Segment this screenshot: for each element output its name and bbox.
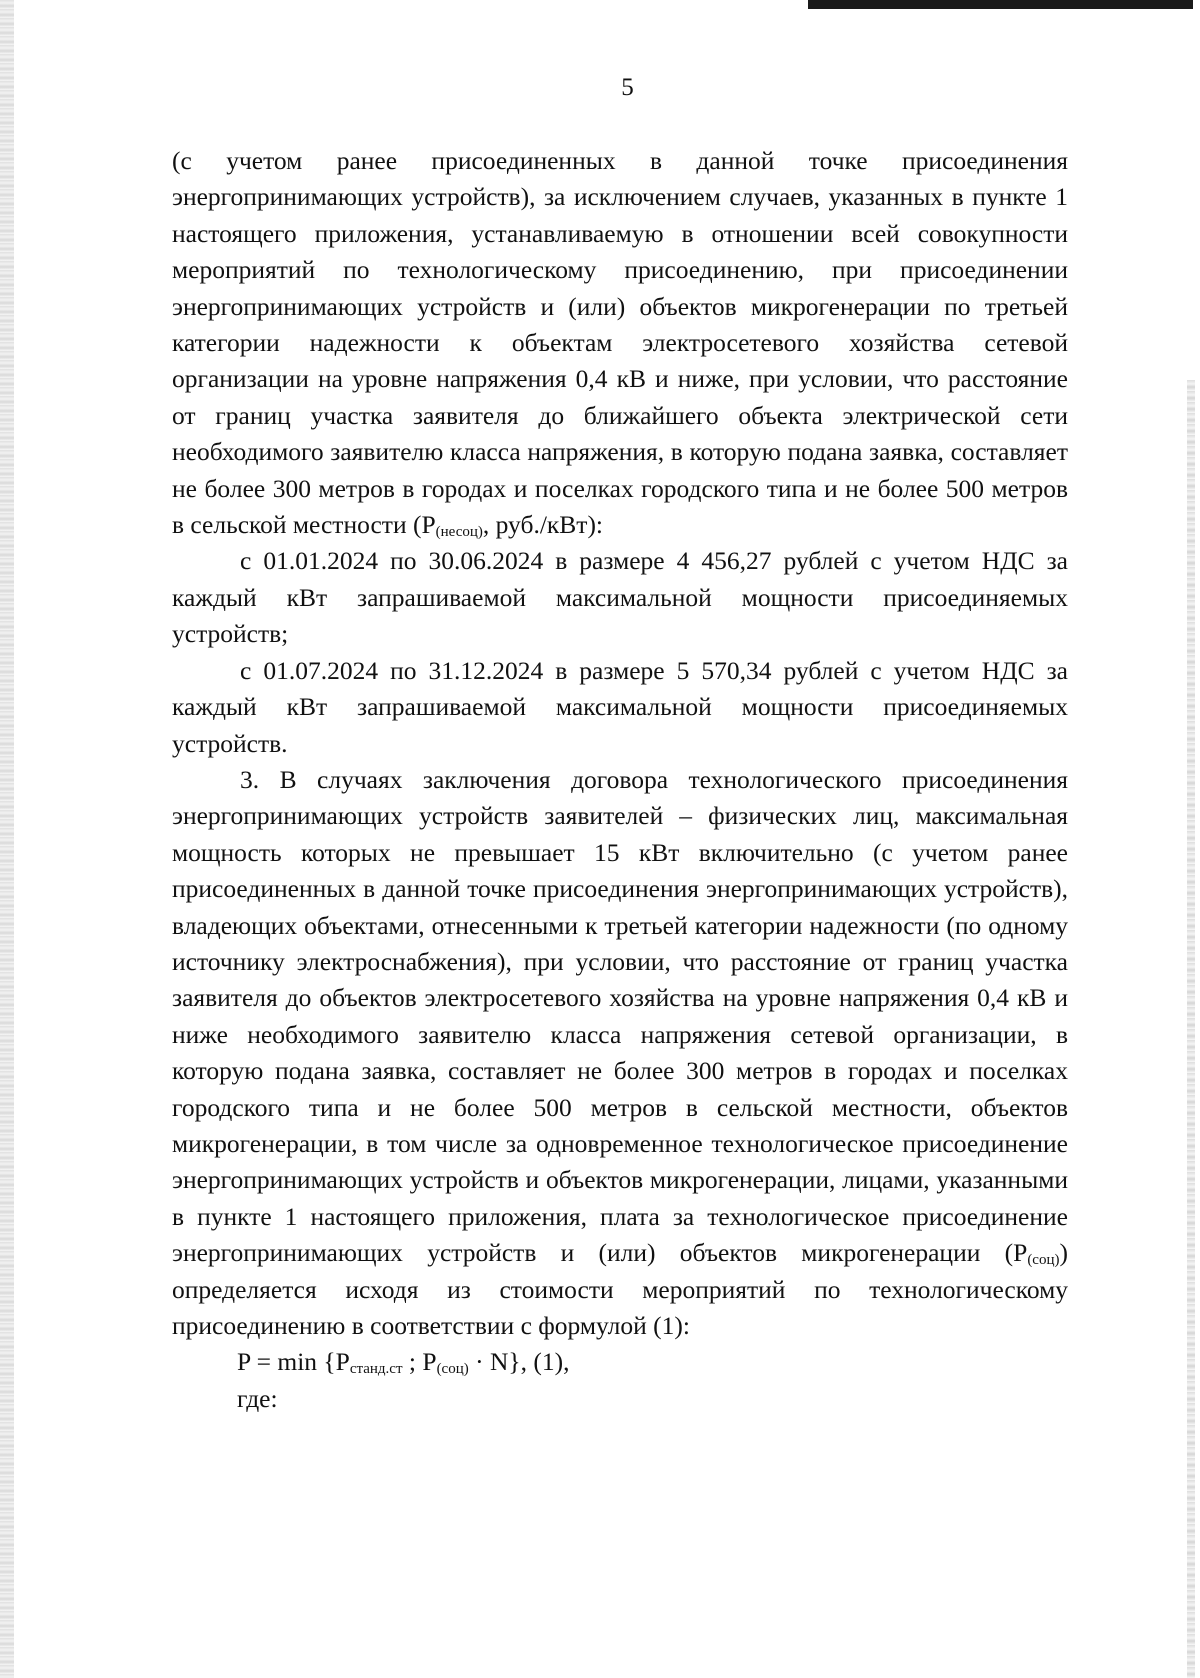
scan-edge-right — [1187, 380, 1195, 1678]
formula-1 — [237, 1344, 1068, 1380]
clause-3-text: 3. В случаях заключения договора технологического присоединения энергопринимающих устройств заявителей – физических лиц, максимальная мощность которых не превышает 15 кВт включительно (с учетом ранее присоединенных в данной точке присоединения энергопринимающих устройств), владеющих объектами, отнесенными к третьей категории надежности (по одному источнику электроснабжения), при условии, что расстояние от границ участка заявителя до объектов электросетевого хозяйства на уровне напряжения 0,4 кВ и ниже необходимого заявителю класса напряжения сетевой организации, в которую подана заявка, составляет не более 300 метров в городах и поселках городского типа и не более 500 метров в сельской местности, объектов микрогенерации, в том числе за одновременное технологическое присоединение энергопринимающих устройств и объектов микрогенерации, лицами, указанными в пункте 1 настоящего приложения, плата за технологическое присоединение энергопринимающих устройств и (или) объектов микрогенерации (P — [172, 764, 1068, 1268]
page-number: 5 — [621, 74, 634, 101]
formula-sub-standard: станд.ст — [349, 1361, 403, 1378]
clause-3-tail: ) определяется исходя из стоимости мероприятий по технологическому присоединению в соответствии с формулой (1): — [172, 1238, 1068, 1340]
paragraph-continuation-tail: , руб./кВт): — [482, 510, 604, 540]
formula-tail: · N}, (1), — [468, 1347, 570, 1377]
formula-mid: ; P — [402, 1347, 437, 1377]
clause-3 — [172, 762, 1068, 1345]
subscript-soc: (соц) — [1027, 1252, 1060, 1269]
paragraph-continuation-text: (с учетом ранее присоединенных в данной точке присоединения энергопринимающих устройств), за исключением случаев, указанных в пункте 1 настоящего приложения, устанавливаемую в отношении всей совокупности мероприятий по технологическому присоединению, при присоединении энергопринимающих устройств и (или) объектов микрогенерации по третьей категории надежности к объектам электросетевого хозяйства сетевой организации на уровне напряжения 0,4 кВ и ниже, при условии, что расстояние от границ участка заявителя до ближайшего объекта электрической сети необходимого заявителю класса напряжения, в которую подана заявка, составляет не более 300 метров в городах и поселках городского типа и не более 500 метров в сельской местности (P — [172, 146, 1068, 540]
scan-edge-left — [0, 0, 14, 1678]
subscript-nesoc: (несоц) — [435, 524, 483, 541]
rate-period-1: с 01.01.2024 по 30.06.2024 в размере 4 456,27 рублей с учетом НДС за каждый кВт запрашиваемой максимальной мощности присоединяемых устройств; — [172, 546, 1068, 649]
paragraph-continuation — [172, 143, 1068, 543]
rate-period-2: с 01.07.2024 по 31.12.2024 в размере 5 570,34 рублей с учетом НДС за каждый кВт запрашиваемой максимальной мощности присоединяемых устройств. — [172, 655, 1068, 758]
document-body — [172, 143, 1068, 1417]
header-rule — [808, 0, 1193, 9]
formula-lead: P = min {P — [237, 1347, 350, 1377]
formula-sub-soc: (соц) — [436, 1361, 469, 1378]
where-label: где: — [237, 1383, 278, 1413]
